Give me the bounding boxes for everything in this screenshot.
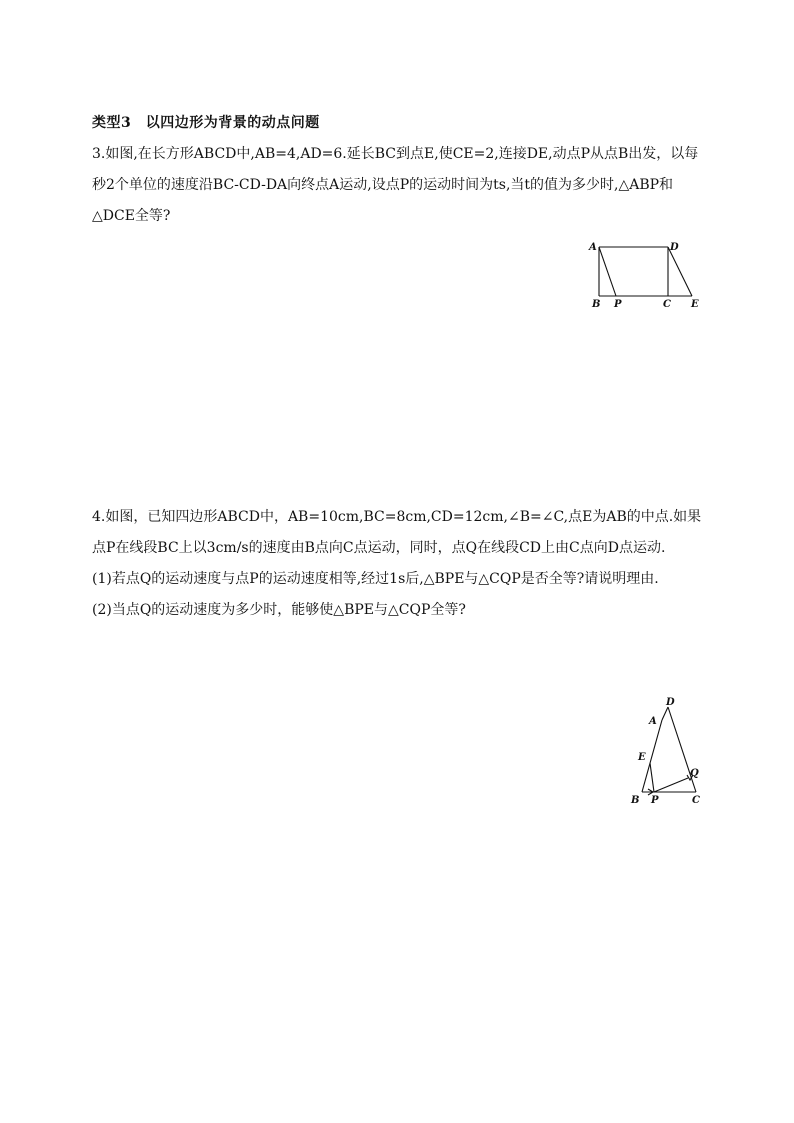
problem-4-figure xyxy=(624,696,710,808)
segment-ap xyxy=(599,247,616,296)
problem-4-part-1: (1)若点Q的运动速度与点P的运动速度相等,经过1s后,△BPE与△CQP是否全等?请说明理由. xyxy=(92,571,659,587)
problem-4 xyxy=(92,502,704,626)
problem-4-intro: 4.如图，已知四边形ABCD中，AB=10cm,BC=8cm,CD=12cm,∠B=∠C,点E为AB的中点.如果点P在线段BC上以3cm/s的速度由B点向C点运动，同时，点Q在线段CD上由C点向D点运动. xyxy=(92,509,702,556)
segment-dc xyxy=(668,707,696,792)
section-title: 类型3 以四边形为背景的动点问题 xyxy=(92,115,320,131)
segment-ep xyxy=(650,763,654,792)
quadrilateral-abcd-diagram xyxy=(624,696,710,808)
label-q: Q xyxy=(690,768,699,779)
label-c: C xyxy=(663,299,671,310)
problem-3-text: 3.如图,在长方形ABCD中,AB=4,AD=6.延长BC到点E,使CE=2,连接DE,动点P从点B出发，以每秒2个单位的速度沿BC-CD-DA向终点A运动,设点P的运动时间为ts,当t的值为多少时,△ABP和△DCE全等? xyxy=(92,146,699,224)
segment-de xyxy=(668,247,692,296)
label-e: E xyxy=(638,752,646,763)
problem-3 xyxy=(92,139,704,232)
label-b: B xyxy=(592,299,601,310)
label-b: B xyxy=(631,795,640,806)
rectangle-abcd-diagram xyxy=(584,236,708,312)
label-d: D xyxy=(670,242,679,253)
label-e: E xyxy=(691,299,699,310)
segment-ad xyxy=(662,707,668,720)
label-d: D xyxy=(666,697,675,708)
label-p: P xyxy=(614,299,622,310)
label-c: C xyxy=(692,795,700,806)
segment-pq xyxy=(654,778,688,792)
label-a: A xyxy=(649,716,657,727)
problem-4-part-2: (2)当点Q的运动速度为多少时，能够使△BPE与△CQP全等? xyxy=(92,602,466,618)
label-a: A xyxy=(589,242,597,253)
problem-3-figure xyxy=(584,236,708,312)
label-p: P xyxy=(651,795,659,806)
